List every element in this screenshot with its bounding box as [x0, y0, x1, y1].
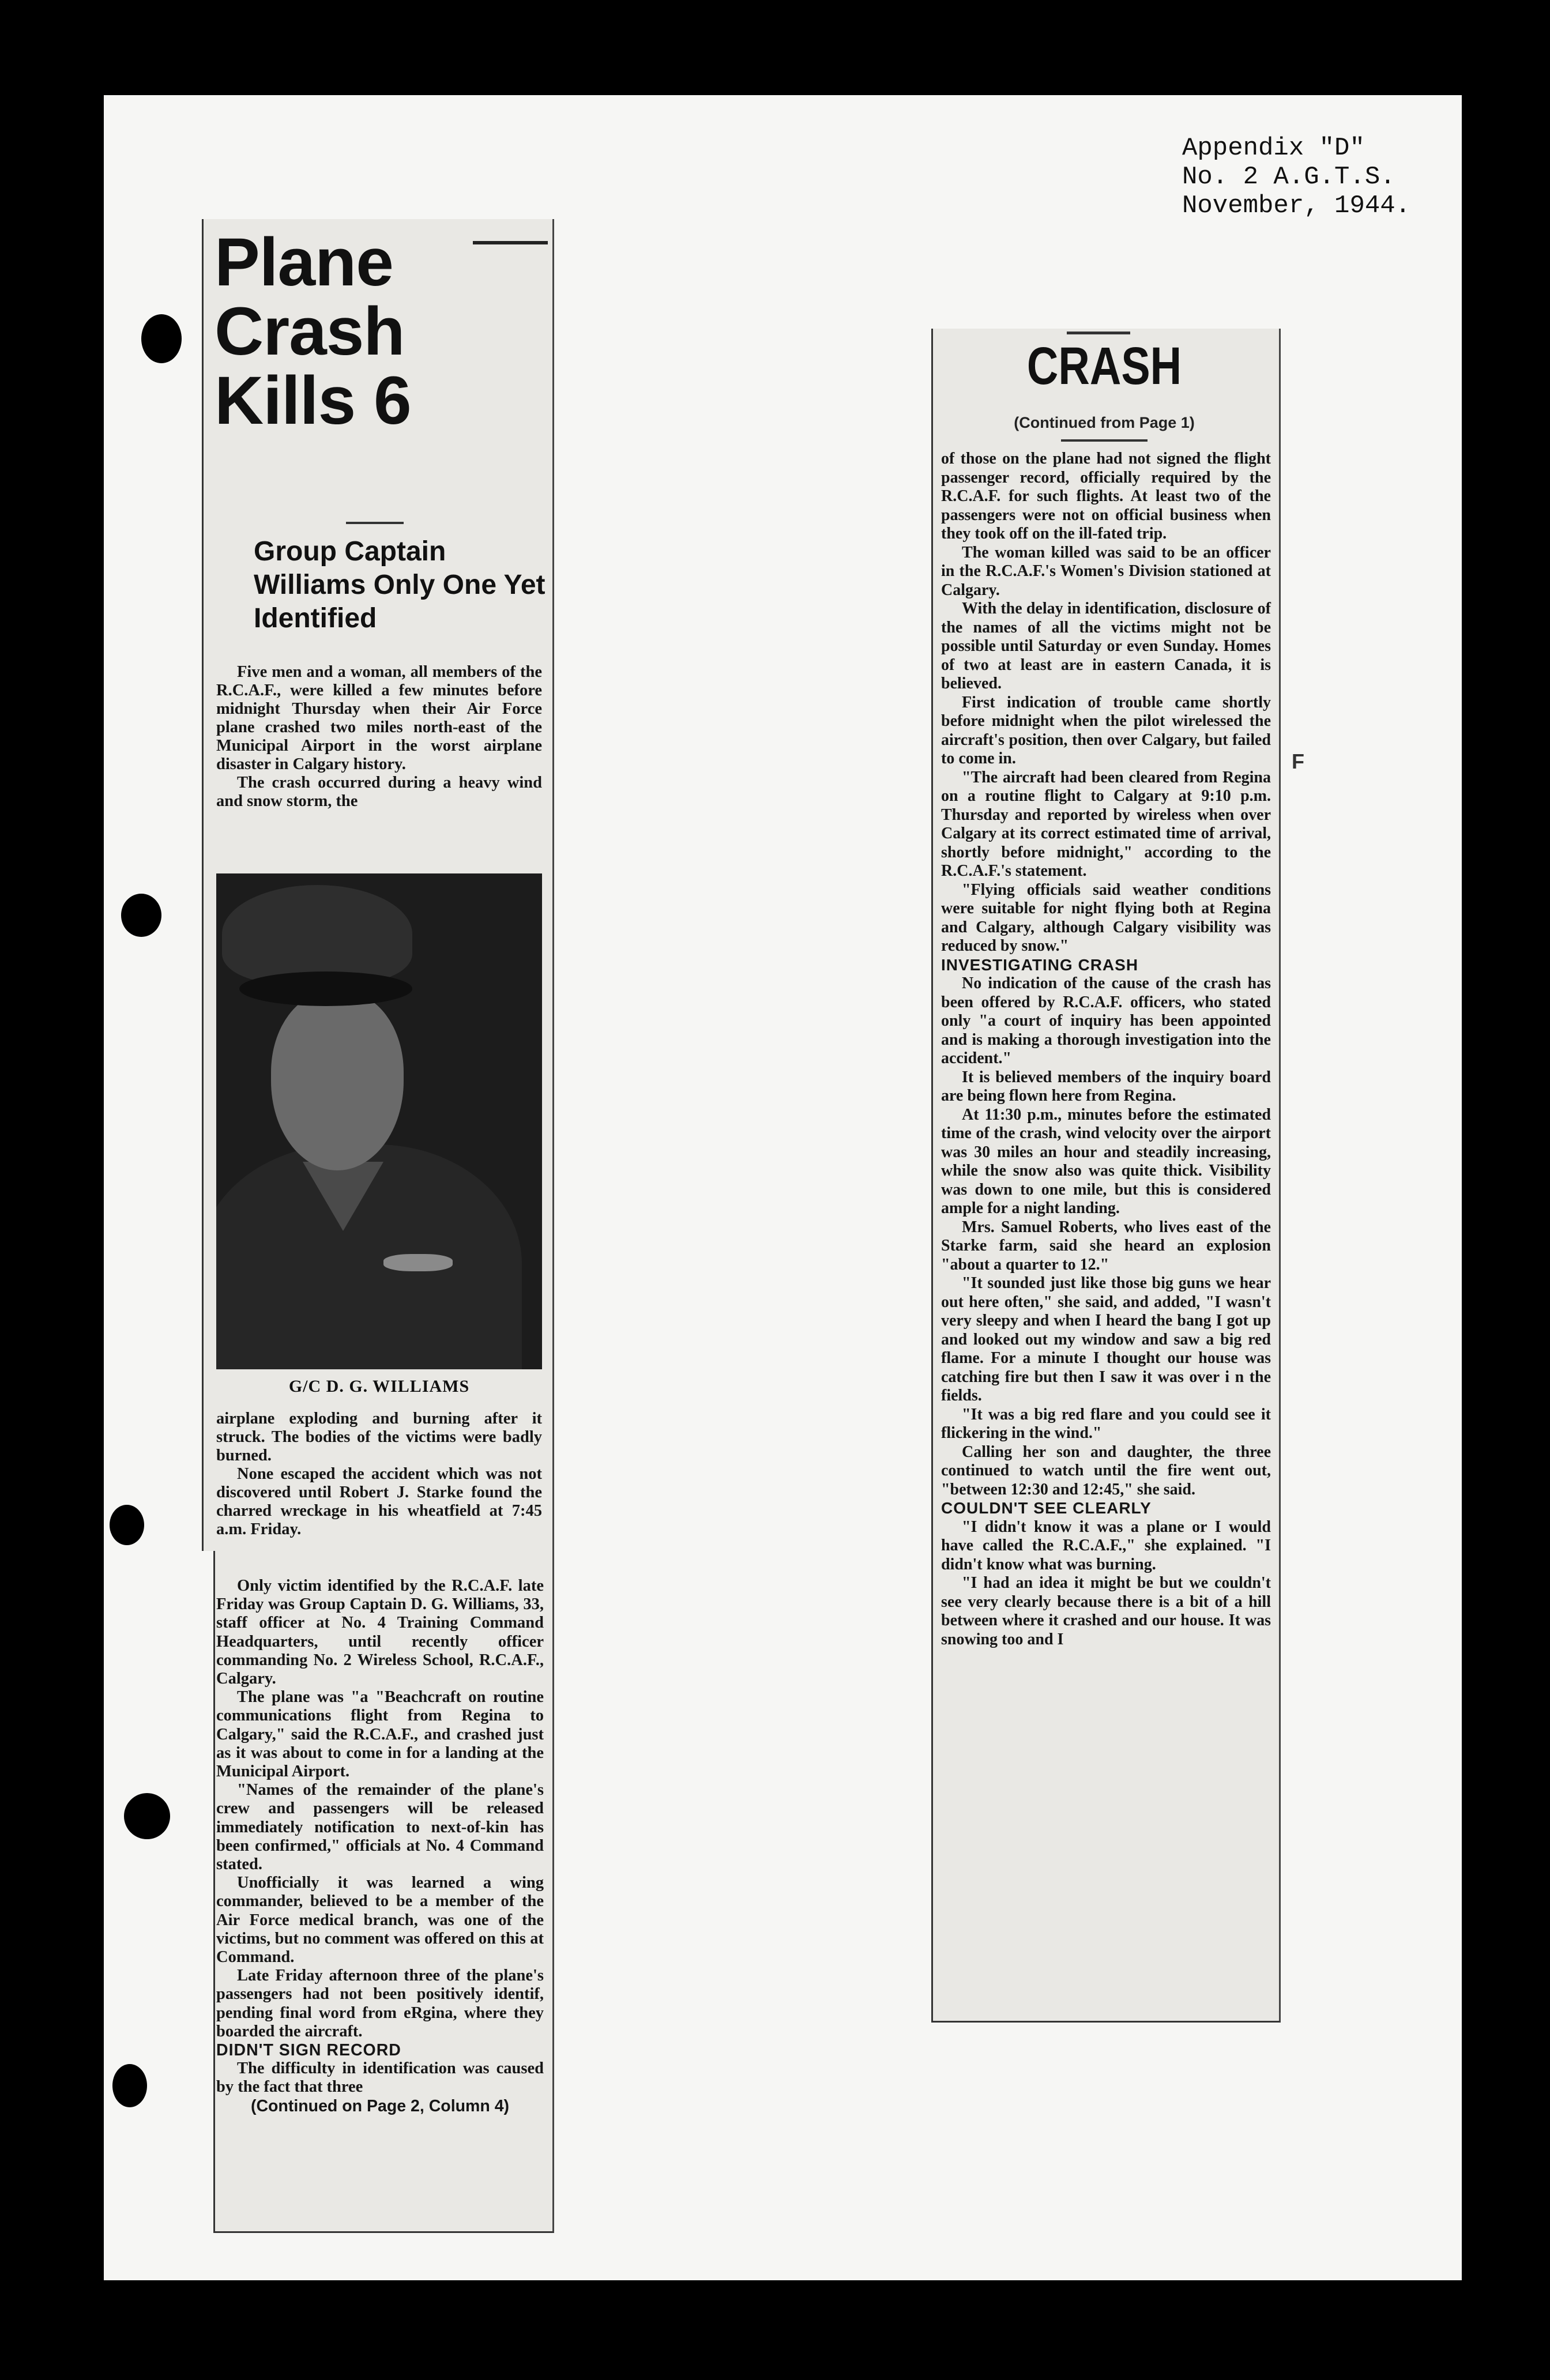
- subhead: Group Captain Williams Only One Yet Identified: [254, 536, 545, 634]
- paragraph: airplane exploding and burning after it struck. The bodies of the victims were badly burned.: [216, 1410, 542, 1464]
- paragraph: No indication of the cause of the crash has been offered by R.C.A.F. officers, who stated only "a court of inquiry has been appointed and is making a thorough investigation into the accident.": [941, 974, 1271, 1067]
- paragraph: Unofficially it was learned a wing commander, believed to be a member of the Air Force medical branch, was one of the victims, but no comment was offered on this at Command.: [216, 1874, 544, 1967]
- paragraph: With the delay in identification, disclosure of the names of all the victims might not be possible until Saturday or even Sunday. Homes of two at least are in eastern Canada, it is believed.: [941, 600, 1271, 692]
- appendix-line: No. 2 A.G.T.S.: [1182, 163, 1395, 191]
- continued-line: (Continued on Page 2, Column 4): [250, 2096, 510, 2115]
- paragraph: Late Friday afternoon three of the plane's passengers had not been positively identif, pending final word from eRgina, where they boarded the aircraft.: [216, 1967, 544, 2040]
- paragraph: "Names of the remainder of the plane's crew and passengers will be released immediately notification to next-of-kin has been confirmed," officials at No. 4 Command stated.: [216, 1781, 544, 1874]
- paragraph: The plane was "a "Beachcraft on routine communications flight from Regina to Calgary," said the R.C.A.F., and crashed just as it was about to come in for a landing at the Municipal Airport.: [216, 1688, 544, 1781]
- paragraph: Calling her son and daughter, the three continued to watch until the fire went out, "between 12:30 and 12:45," she said.: [941, 1443, 1271, 1498]
- punch-hole: [110, 1505, 144, 1545]
- title-rule: [1067, 332, 1130, 334]
- paragraph: First indication of trouble came shortly before midnight when the pilot wirelessed the aircraft's position, then over Calgary, but failed to come in.: [941, 693, 1271, 767]
- continued-from: (Continued from Page 1): [1014, 414, 1195, 431]
- photo-cap: [222, 885, 412, 983]
- paragraph: "I had an idea it might be but we couldn't see very clearly because there is a bit of a hill between where it crashed and our house. It was snowing too and I: [941, 1574, 1271, 1648]
- paragraph: The woman killed was said to be an officer in the R.C.A.F.'s Women's Division stationed at Calgary.: [941, 543, 1271, 599]
- headline-rule: [473, 241, 548, 244]
- paragraph: The crash occurred during a heavy wind and snow storm, the: [216, 774, 542, 810]
- photo-caption: G/C D. G. WILLIAMS: [288, 1377, 470, 1396]
- punch-hole: [112, 2064, 147, 2107]
- article-intro: [216, 663, 542, 811]
- headline-line: Plane: [215, 224, 393, 300]
- section-subheading: DIDN'T SIGN RECORD: [216, 2041, 401, 2060]
- paragraph: "It was a big red flare and you could see it flickering in the wind.": [941, 1405, 1271, 1442]
- punch-hole: [124, 1793, 170, 1839]
- paragraph: Five men and a woman, all members of the R.C.A.F., were killed a few minutes before midnight Thursday when their Air Force plane crashed two miles north-east of the Municipal Airport in the worst airplane disaster in Calgary history.: [216, 663, 542, 773]
- continued-from-rule: [1061, 439, 1148, 442]
- paragraph: It is believed members of the inquiry board are being flown here from Regina.: [941, 1068, 1271, 1105]
- section-subheading: COULDN'T SEE CLEARLY: [941, 1499, 1152, 1517]
- photo-visor: [239, 971, 412, 1006]
- article-lower: [216, 1577, 544, 2115]
- headline-line: Kills 6: [215, 363, 411, 439]
- headline: [215, 224, 411, 439]
- portrait-photo: [216, 873, 542, 1369]
- punch-hole: [121, 894, 161, 937]
- photo-face: [271, 992, 404, 1170]
- paragraph: Mrs. Samuel Roberts, who lives east of the Starke farm, said she heard an explosion "about a quarter to 12.": [941, 1218, 1271, 1274]
- section-subheading: INVESTIGATING CRASH: [941, 955, 1139, 974]
- paragraph: The difficulty in identification was caused by the fact that three: [216, 2059, 544, 2096]
- paragraph: Only victim identified by the R.C.A.F. late Friday was Group Captain D. G. Williams, 33, staff officer at No. 4 Training Command Headquarters, until recently officer commanding No. 2 Wireless School, R.C.A.F., Calgary.: [216, 1577, 544, 1688]
- paragraph: "It sounded just like those big guns we hear out here often," she said, and added, "I wasn't very sleepy and when I heard the bang I got up and looked out my window and saw a big red flame. For a minute I thought our house was catching fire but then I saw it was over i n the fields.: [941, 1274, 1271, 1404]
- appendix-line: Appendix "D": [1182, 134, 1365, 163]
- paragraph: None escaped the accident which was not discovered until Robert J. Starke found the charred wreckage in his wheatfield at 7:45 a.m. Friday.: [216, 1465, 542, 1538]
- photo-wings-badge: [383, 1254, 453, 1271]
- continuation-text: [941, 450, 1271, 1649]
- margin-mark: F: [1292, 750, 1304, 773]
- subhead-rule: [346, 522, 404, 524]
- paragraph: "Flying officials said weather conditions were suitable for night flying both at Regina and Calgary, although Calgary visibility was reduced by snow.": [941, 880, 1271, 955]
- continuation-title: CRASH: [1026, 337, 1182, 396]
- paragraph: of those on the plane had not signed the flight passenger record, officially required by the R.C.A.F. for such flights. At least two of the passengers were not on official business when they took off on the ill-fated trip.: [941, 450, 1271, 543]
- punch-hole: [141, 314, 182, 363]
- headline-line: Crash: [215, 293, 405, 370]
- paragraph: "I didn't know it was a plane or I would have called the R.C.A.F.," she explained. "I didn't know what was burning.: [941, 1517, 1271, 1573]
- paragraph: At 11:30 p.m., minutes before the estimated time of the crash, wind velocity over the airport was 30 miles an hour and steadily increasing, while the snow also was quite thick. Visibility was down to one mile, but this is considered ample for a night landing.: [941, 1105, 1271, 1217]
- appendix-header: [1182, 134, 1410, 220]
- article-after-photo: [216, 1410, 542, 1539]
- appendix-line: November, 1944.: [1182, 191, 1411, 220]
- paragraph: "The aircraft had been cleared from Regina on a routine flight to Calgary at 9:10 p.m. Thursday and reported by wireless when over Calgary at its correct estimated time of arrival, shortly before midnight," according to the R.C.A.F.'s statement.: [941, 768, 1271, 880]
